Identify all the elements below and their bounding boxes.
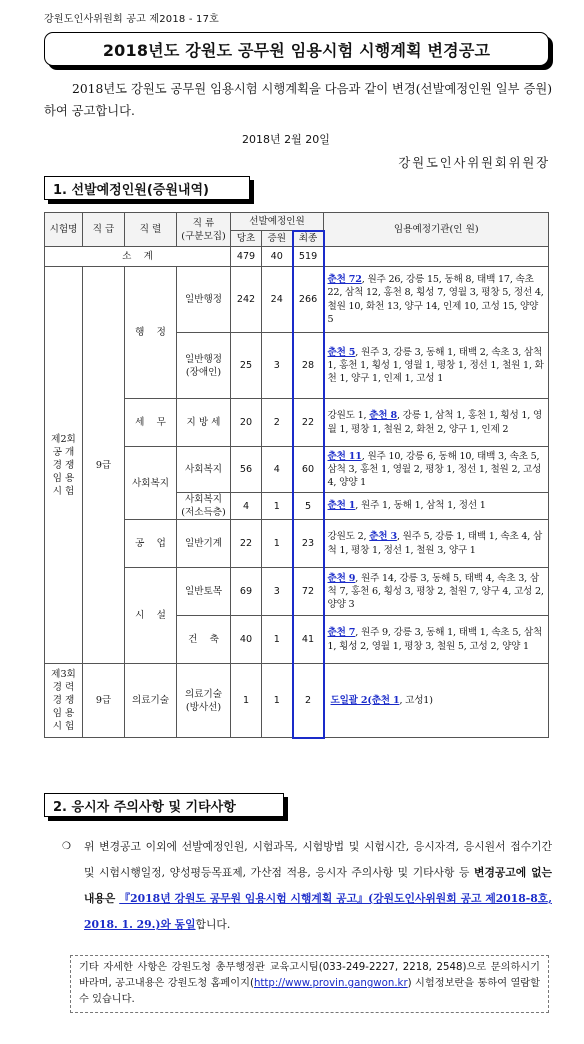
header-exam: 시험명 — [45, 213, 83, 247]
circle-bullet-icon: ❍ — [62, 841, 71, 852]
table-row — [45, 664, 549, 738]
row-org — [324, 616, 549, 664]
title-box — [44, 32, 549, 66]
row-increase: 1 — [262, 664, 293, 738]
row-final: 5 — [293, 493, 324, 520]
series-admin: 행 정 — [125, 267, 177, 399]
contact-text-b: ) 시험정보란을 통하여 열람할 수 있습니다. — [79, 978, 540, 1005]
row-original: 242 — [231, 267, 262, 333]
row-category: 일반행정 — [177, 267, 231, 333]
row-increase: 1 — [262, 520, 293, 568]
table-row-total — [45, 247, 549, 267]
total-original: 479 — [231, 247, 262, 267]
row-original: 4 — [231, 493, 262, 520]
row-original: 69 — [231, 568, 262, 616]
notes-paragraph — [62, 834, 552, 938]
exam-group2: 제2회 공 개 경 쟁 임 용 시 험 — [45, 267, 83, 664]
row-final: 60 — [293, 447, 324, 493]
exam-group3: 제3회 경 력 경 쟁 임 용 시 험 — [45, 664, 83, 738]
org-rest: , 원주 3, 강릉 3, 동해 1, 태백 2, 속초 3, 삼척 1, 홍천 1, 횡성 1, 영월 1, 평창 1, 정선 1, 철원 1, 화천 1, 양구 1, 인제 1, 고성 1 — [327, 346, 544, 385]
header-final: 최종 — [293, 231, 324, 247]
org-rest: , 강릉 1, 삼척 1, 홍천 1, 횡성 1, 영월 1, 평창 1, 철원 2, 화천 2, 양구 1, 인제 2 — [327, 410, 543, 435]
series-facility: 시 설 — [125, 568, 177, 664]
grade-group3: 9급 — [83, 664, 125, 738]
row-original: 1 — [231, 664, 262, 738]
row-final: 28 — [293, 333, 324, 399]
page-title: 2018년도 강원도 공무원 임용시험 시행계획 변경공고 — [102, 40, 491, 60]
total-increase: 40 — [262, 247, 293, 267]
notes-text — [62, 834, 552, 938]
row-original: 56 — [231, 447, 262, 493]
homepage-link[interactable]: http://www.provin.gangwon.kr — [253, 978, 408, 989]
row-increase: 2 — [262, 399, 293, 447]
row-category: 일반기계 — [177, 520, 231, 568]
total-label: 소 계 — [45, 247, 231, 267]
org-highlight: 도일괄 2(춘천 1 — [330, 694, 400, 706]
section1-heading: 1. 선발예정인원(증원내역) — [44, 176, 250, 200]
notes-text-a: 위 변경공고 이외에 선발예정인원, 시험과목, 시험방법 및 시험시간, 응시자격, 응시원서 접수기간 및 시험시행일정, 양성평등목표제, 가산점 적용, 응시자 주의사항 및 기타사항 등 — [84, 840, 552, 879]
row-category: 지 방 세 — [177, 399, 231, 447]
org-prefix: 강원도 2, — [327, 531, 370, 543]
row-category: 건 축 — [177, 616, 231, 664]
row-original: 25 — [231, 333, 262, 399]
row-increase: 3 — [262, 333, 293, 399]
series-industry: 공 업 — [125, 520, 177, 568]
row-final: 22 — [293, 399, 324, 447]
org-highlight: 춘천 8 — [369, 410, 397, 422]
row-original: 40 — [231, 616, 262, 664]
announcement-date: 2018년 2월 20일 — [242, 133, 330, 146]
header-category-sub: (구분모집) — [181, 230, 226, 242]
org-highlight: 춘천 9 — [327, 572, 356, 584]
row-increase: 24 — [262, 267, 293, 333]
row-final: 23 — [293, 520, 324, 568]
row-final: 41 — [293, 616, 324, 664]
notes-text-b: 변경공고에 없는 내용은 — [84, 866, 552, 905]
row-org — [324, 399, 549, 447]
org-rest: , 원주 9, 강릉 3, 동해 1, 태백 1, 속초 5, 삼척 1, 횡성 2, 영월 1, 평창 3, 철원 5, 고성 2, 양양 1 — [327, 627, 543, 652]
section2-heading: 2. 응시자 주의사항 및 기타사항 — [44, 793, 284, 817]
org-highlight: 춘천 7 — [327, 627, 356, 639]
total-org-empty — [324, 247, 549, 267]
row-increase: 1 — [262, 493, 293, 520]
row-category: 사회복지 (저소득층) — [177, 493, 231, 520]
grade-group2: 9급 — [83, 267, 125, 664]
row-final: 2 — [293, 664, 324, 738]
org-rest: , 고성1) — [399, 694, 433, 706]
contact-box — [70, 955, 549, 1013]
contact-text-a: 기타 자세한 사항은 강원도청 총무행정관 교육고시팀(033-249-2227, 2218, 2548)으로 문의하시기 바라며, 공고내용은 강원도청 홈페이지( — [79, 962, 540, 989]
row-category: 일반행정 (장애인) — [177, 333, 231, 399]
org-rest: , 원주 14, 강릉 3, 동해 5, 태백 4, 속초 3, 삼척 7, 홍천 6, 횡성 3, 평창 2, 철원 7, 양구 4, 고성 2, 양양 3 — [327, 572, 544, 611]
org-rest: , 원주 26, 강릉 15, 동해 8, 태백 17, 속초 22, 삼척 12, 홍천 8, 횡성 7, 영월 3, 평창 5, 정선 4, 철원 10, 화천 13, 양구 14, 인제 10, 고성 15, 양양 5 — [327, 274, 544, 325]
org-highlight: 춘천 3 — [369, 531, 397, 543]
row-org — [324, 267, 549, 333]
row-org — [324, 447, 549, 493]
recruitment-table — [44, 212, 549, 739]
notice-number: 강원도인사위원회 공고 제2018 - 17호 — [44, 14, 220, 25]
header-org: 임용예정기관(인 원) — [324, 213, 549, 247]
org-rest: , 원주 1, 동해 1, 삼척 1, 정선 1 — [355, 500, 486, 512]
header-increase: 증원 — [262, 231, 293, 247]
row-org — [324, 568, 549, 616]
row-category: 의료기술 (방사선) — [177, 664, 231, 738]
org-highlight: 춘천 72 — [327, 274, 362, 286]
row-increase: 1 — [262, 616, 293, 664]
row-original: 20 — [231, 399, 262, 447]
header-original: 당초 — [231, 231, 262, 247]
row-org — [324, 664, 549, 738]
org-highlight: 춘천 11 — [327, 450, 362, 462]
row-final: 266 — [293, 267, 324, 333]
org-highlight: 춘천 5 — [327, 346, 356, 358]
header-series: 직 렬 — [125, 213, 177, 247]
series-tax: 세 무 — [125, 399, 177, 447]
row-org — [324, 520, 549, 568]
total-final: 519 — [293, 247, 324, 267]
notes-text-c: 『2018년 강원도 공무원 임용시험 시행계획 공고』(강원도인사위원회 공고 제2018-8호, 2018. 1. 29.)와 동일 — [84, 892, 552, 931]
series-medical: 의료기술 — [125, 664, 177, 738]
header-planned: 선발예정인원 — [231, 213, 324, 231]
org-rest: , 원주 5, 강릉 1, 태백 1, 속초 4, 삼척 1, 평창 1, 정선 1, 철원 3, 양구 1 — [327, 531, 543, 556]
header-grade: 직 급 — [83, 213, 125, 247]
org-prefix: 강원도 1, — [327, 410, 370, 422]
table-row — [45, 267, 549, 333]
row-original: 22 — [231, 520, 262, 568]
header-category-label: 직 류 — [192, 217, 215, 229]
row-category: 일반토목 — [177, 568, 231, 616]
row-org — [324, 493, 549, 520]
series-welfare: 사회복지 — [125, 447, 177, 520]
header-category — [177, 213, 231, 247]
org-highlight: 춘천 1 — [327, 500, 356, 512]
org-rest: , 원주 10, 강릉 6, 동해 10, 태백 3, 속초 5, 삼척 3, 홍천 1, 영월 2, 평창 1, 정선 1, 철원 2, 고성 4, 양양 1 — [327, 450, 542, 489]
notes-text-d: 합니다. — [195, 918, 231, 931]
row-increase: 4 — [262, 447, 293, 493]
row-org — [324, 333, 549, 399]
row-category: 사회복지 — [177, 447, 231, 493]
intro-paragraph: 2018년도 강원도 공무원 임용시험 시행계획을 다음과 같이 변경(선발예정인원 일부 증원)하여 공고합니다. — [44, 82, 552, 118]
signer: 강원도인사위원회위원장 — [398, 156, 550, 170]
row-final: 72 — [293, 568, 324, 616]
row-increase: 3 — [262, 568, 293, 616]
